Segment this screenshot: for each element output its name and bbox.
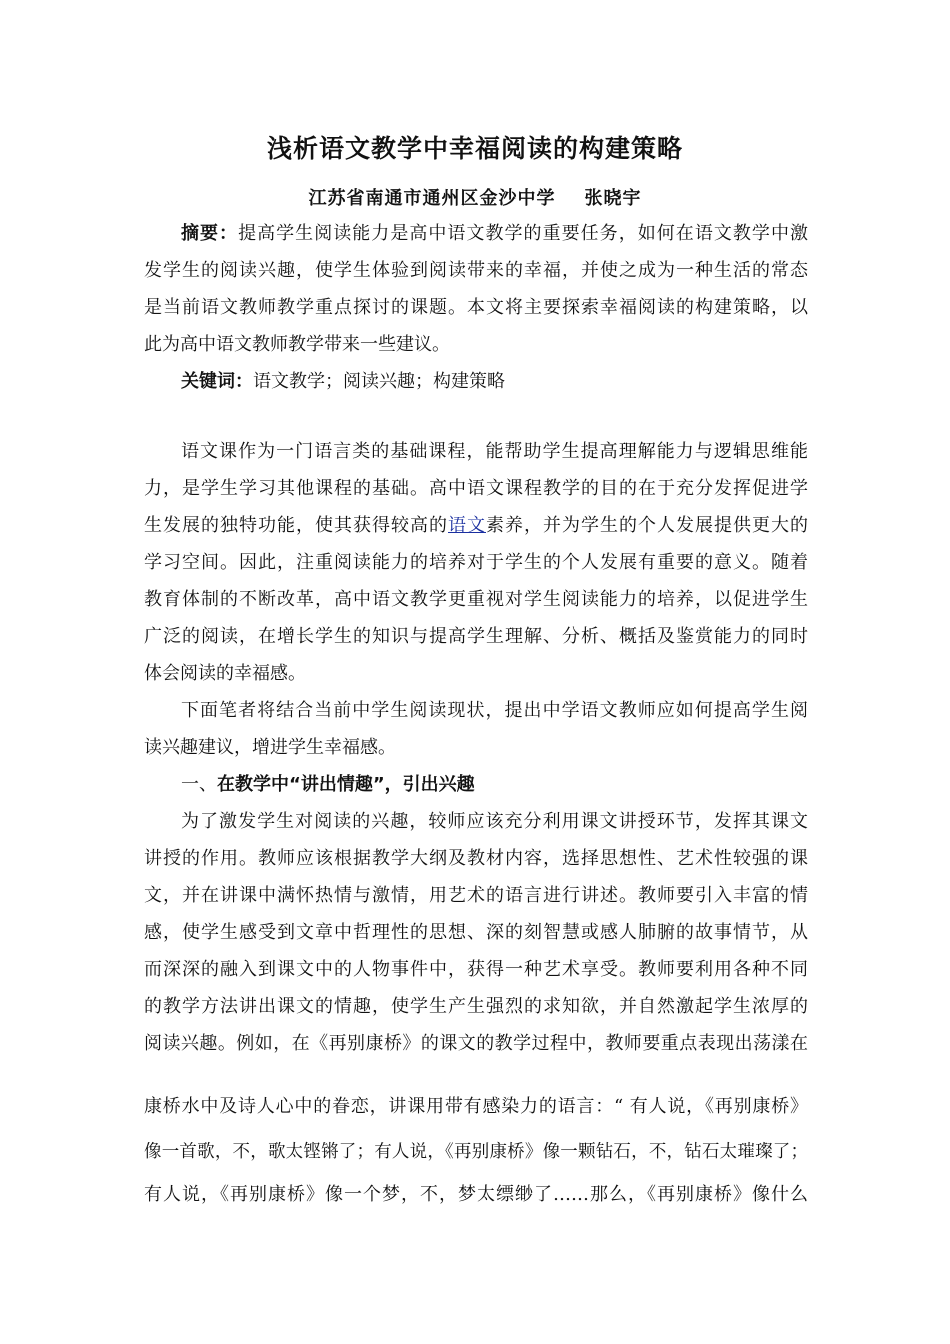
paragraph1-line-1: 语文课作为一门语言类的基础课程，能帮助学生提高理解能力与逻辑思维能	[181, 441, 808, 462]
section1-title: 在教学中“讲出情趣”，引出兴趣	[217, 774, 475, 795]
paragraph1-line-5: 教育体制的不断改革，高中语文教学更重视对学生阅读能力的培养，以促进学生	[144, 589, 808, 610]
paragraph1-line-7: 体会阅读的幸福感。	[144, 663, 306, 684]
abstract-line-4: 此为高中语文教师教学带来一些建议。	[144, 334, 450, 355]
abstract-text-1: 提高学生阅读能力是高中语文教学的重要任务，如何在语文教学中激	[238, 223, 808, 244]
author-line: 江苏省南通市通州区金沙中学 张晓宇	[308, 188, 642, 209]
paragraph1-line-6: 广泛的阅读，在增长学生的知识与提高学生理解、分析、概括及鉴赏能力的同时	[144, 626, 808, 647]
keywords-line	[181, 367, 808, 397]
document-title: 浅析语文教学中幸福阅读的构建策略	[266, 134, 683, 163]
paragraph1-line-3-before: 生发展的独特功能，使其获得较高的	[144, 515, 448, 536]
abstract-line-3: 是当前语文教师教学重点探讨的课题。本文将主要探索幸福阅读的构建策略，以	[144, 297, 808, 318]
yuwen-link[interactable]: 语文	[448, 515, 486, 536]
paragraph3-line-1: 为了激发学生对阅读的兴趣，较师应该充分利用课文讲授环节，发挥其课文	[181, 811, 808, 832]
section1-heading	[181, 770, 808, 800]
paragraph3-line-6: 的教学方法讲出课文的情趣，使学生产生强烈的求知欲，并自然激起学生浓厚的	[144, 996, 808, 1017]
paragraph1-line-2: 力，是学生学习其他课程的基础。高中语文课程教学的目的在于充分发挥促进学	[144, 478, 808, 499]
abstract-line-2: 发学生的阅读兴趣，使学生体验到阅读带来的幸福，并使之成为一种生活的常态	[144, 260, 808, 281]
paragraph1-line-3	[144, 511, 808, 541]
keywords-text: 语文教学；阅读兴趣；构建策略	[253, 371, 505, 392]
keywords-label: 关键词：	[181, 371, 253, 392]
paragraph3-line-2: 讲授的作用。教师应该根据教学大纲及教材内容，选择思想性、艺术性较强的课	[144, 848, 808, 869]
paragraph2-line-1: 下面笔者将结合当前中学生阅读现状，提出中学语文教师应如何提高学生阅	[181, 700, 808, 721]
paragraph3-line-7: 阅读兴趣。例如，在《再别康桥》的课文的教学过程中，教师要重点表现出荡漾在	[144, 1033, 808, 1054]
paragraph1-line-4: 学习空间。因此，注重阅读能力的培养对于学生的个人发展有重要的意义。随着	[144, 552, 808, 573]
abstract-label: 摘要：	[181, 223, 239, 244]
paragraph3-line-3: 文，并在讲课中满怀热情与激情，用艺术的语言进行讲述。教师要引入丰富的情	[144, 885, 808, 906]
abstract-line-1	[181, 219, 808, 249]
paragraph3-line-5: 而深深的融入到课文中的人物事件中，获得一种艺术享受。教师要利用各种不同	[144, 959, 808, 980]
paragraph1-line-3-after: 素养，并为学生的个人发展提供更大的	[486, 515, 808, 536]
paragraph3-line-4: 感，使学生感受到文章中哲理性的思想、深的刻智慧或感人肺腑的故事情节，从	[144, 922, 808, 943]
paragraph3-line-9: 像一首歌，不，歌太铿锵了；有人说，《再别康桥》像一颗钻石，不，钻石太璀璨了；	[144, 1142, 808, 1162]
paragraph2-line-2: 读兴趣建议，增进学生幸福感。	[144, 737, 396, 758]
paragraph3-line-8: 康桥水中及诗人心中的眷恋，讲课用带有感染力的语言：“ 有人说，《再别康桥》	[144, 1096, 808, 1117]
paragraph3-line-10: 有人说，《再别康桥》像一个梦，不，梦太缥缈了……那么，《再别康桥》像什么	[144, 1184, 808, 1205]
section1-prefix: 一、	[181, 774, 217, 795]
